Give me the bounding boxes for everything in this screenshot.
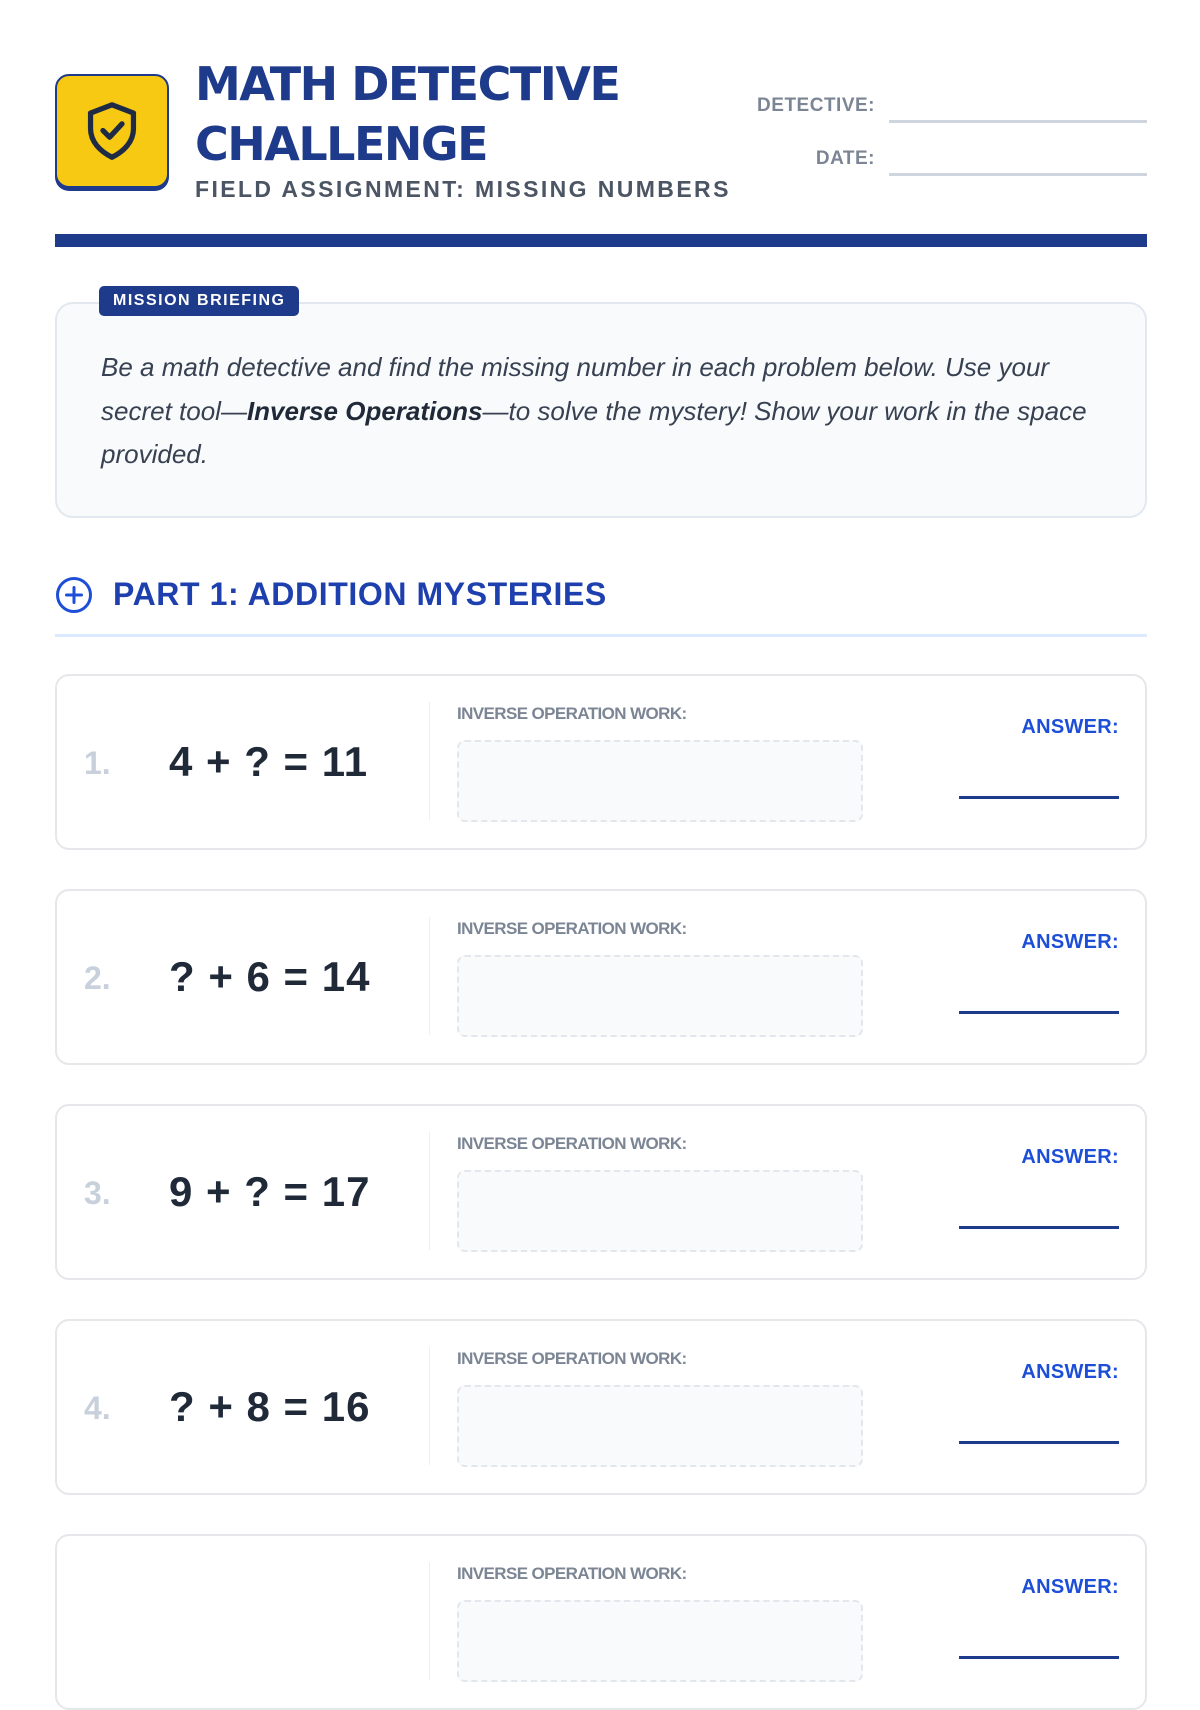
answer-line[interactable] — [959, 1011, 1119, 1014]
problem-card — [55, 1319, 1147, 1495]
card-divider — [429, 1347, 430, 1465]
date-label: DATE: — [815, 148, 875, 169]
problem-equation: 9 + ? = 17 — [169, 1168, 371, 1215]
work-area[interactable] — [457, 1170, 863, 1252]
section-title: PART 1: ADDITION MYSTERIES — [113, 576, 607, 612]
problem-equation: ? + 6 = 14 — [169, 953, 371, 1000]
answer-label: ANSWER: — [1021, 716, 1119, 738]
work-label: INVERSE OPERATION WORK: — [457, 704, 687, 723]
header-divider — [55, 234, 1147, 247]
title-line-2: CHALLENGE — [195, 117, 488, 171]
detective-input-line[interactable] — [889, 86, 1147, 123]
work-area[interactable] — [457, 740, 863, 822]
student-fields — [747, 88, 1147, 194]
problem-card — [55, 1534, 1147, 1710]
page-title — [195, 54, 619, 174]
worksheet-page — [55, 0, 1147, 1598]
detective-field — [747, 88, 1147, 123]
shield-check-icon — [83, 100, 141, 162]
mission-text-bold: Inverse Operations — [246, 395, 483, 426]
answer-label: ANSWER: — [1021, 1361, 1119, 1383]
problem-number: 2. — [84, 960, 111, 996]
date-field — [747, 141, 1147, 176]
answer-line[interactable] — [959, 1656, 1119, 1659]
mission-briefing — [55, 292, 1147, 518]
work-label: INVERSE OPERATION WORK: — [457, 919, 687, 938]
answer-line[interactable] — [959, 1226, 1119, 1229]
problem-card — [55, 674, 1147, 850]
problem-number: 4. — [84, 1390, 111, 1426]
answer-label: ANSWER: — [1021, 1576, 1119, 1598]
mission-text-end: —to solve the mystery! Show your work in the space provided. — [101, 395, 1087, 469]
work-area[interactable] — [457, 1600, 863, 1682]
mission-text-start: Be a math detective and find the missing number in each problem below. Use your secret tool— — [101, 352, 1050, 426]
answer-label: ANSWER: — [1021, 931, 1119, 953]
problem-equation: ? + 8 = 16 — [169, 1383, 371, 1430]
problem-card — [55, 889, 1147, 1065]
date-input-line[interactable] — [889, 139, 1147, 176]
problem-number: 1. — [84, 745, 111, 781]
answer-line[interactable] — [959, 1441, 1119, 1444]
card-divider — [429, 917, 430, 1035]
answer-label: ANSWER: — [1021, 1146, 1119, 1168]
work-area[interactable] — [457, 1385, 863, 1467]
section-header — [55, 572, 1147, 637]
problem-equation: 4 + ? = 11 — [169, 738, 369, 785]
title-line-1: MATH DETECTIVE — [195, 57, 620, 111]
work-label: INVERSE OPERATION WORK: — [457, 1349, 687, 1368]
mission-text — [101, 346, 1109, 477]
card-divider — [429, 1562, 430, 1680]
page-subtitle: FIELD ASSIGNMENT: MISSING NUMBERS — [195, 176, 731, 202]
card-divider — [429, 1132, 430, 1250]
header — [55, 0, 1147, 248]
detective-badge — [55, 74, 169, 188]
work-area[interactable] — [457, 955, 863, 1037]
problem-number: 3. — [84, 1175, 111, 1211]
plus-circle-icon — [55, 576, 93, 614]
detective-label: DETECTIVE: — [757, 95, 875, 116]
answer-line[interactable] — [959, 796, 1119, 799]
work-label: INVERSE OPERATION WORK: — [457, 1564, 687, 1583]
work-label: INVERSE OPERATION WORK: — [457, 1134, 687, 1153]
problem-card — [55, 1104, 1147, 1280]
mission-tag: MISSION BRIEFING — [99, 286, 299, 316]
card-divider — [429, 702, 430, 820]
